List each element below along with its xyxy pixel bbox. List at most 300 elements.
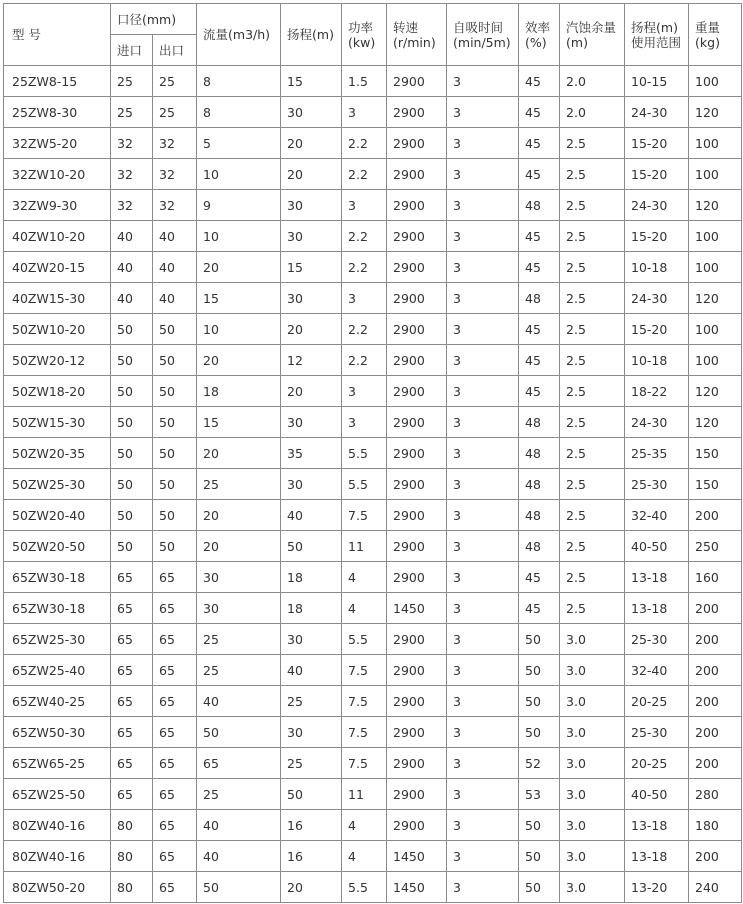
cell-power: 3 [342,407,387,438]
cell-weight: 180 [689,810,742,841]
cell-outlet: 32 [153,159,197,190]
cell-outlet: 50 [153,469,197,500]
cell-head-range: 24-30 [625,97,689,128]
cell-inlet: 65 [111,655,153,686]
cell-efficiency: 48 [519,500,560,531]
cell-suction-time: 3 [447,407,519,438]
cell-suction-time: 3 [447,159,519,190]
cell-flow: 8 [197,66,281,97]
cell-speed: 2900 [387,562,447,593]
cell-head: 30 [281,624,342,655]
cell-flow: 30 [197,593,281,624]
cell-model: 50ZW10-20 [4,314,111,345]
cell-head: 30 [281,190,342,221]
cell-weight: 100 [689,345,742,376]
cell-model: 40ZW10-20 [4,221,111,252]
header-head: 扬程(m) [281,4,342,66]
cell-speed: 2900 [387,283,447,314]
cell-efficiency: 50 [519,810,560,841]
cell-suction-time: 3 [447,872,519,903]
cell-npsh: 2.5 [560,469,625,500]
cell-weight: 150 [689,438,742,469]
cell-inlet: 50 [111,531,153,562]
cell-head: 35 [281,438,342,469]
cell-suction-time: 3 [447,500,519,531]
cell-npsh: 2.5 [560,190,625,221]
cell-weight: 200 [689,655,742,686]
cell-outlet: 65 [153,686,197,717]
cell-efficiency: 45 [519,221,560,252]
table-row [4,624,742,655]
cell-model: 65ZW30-18 [4,562,111,593]
cell-npsh: 2.5 [560,345,625,376]
cell-weight: 250 [689,531,742,562]
cell-head-range: 13-18 [625,562,689,593]
cell-head: 20 [281,128,342,159]
cell-head-range: 13-18 [625,593,689,624]
cell-efficiency: 45 [519,314,560,345]
cell-inlet: 50 [111,314,153,345]
cell-inlet: 65 [111,717,153,748]
table-row [4,345,742,376]
cell-inlet: 25 [111,97,153,128]
cell-head: 40 [281,655,342,686]
cell-outlet: 50 [153,531,197,562]
cell-npsh: 3.0 [560,655,625,686]
cell-power: 5.5 [342,438,387,469]
cell-head-range: 20-25 [625,686,689,717]
cell-outlet: 65 [153,655,197,686]
cell-head-range: 15-20 [625,314,689,345]
cell-npsh: 3.0 [560,717,625,748]
cell-inlet: 25 [111,66,153,97]
cell-flow: 10 [197,221,281,252]
table-row [4,407,742,438]
cell-speed: 2900 [387,686,447,717]
cell-efficiency: 48 [519,190,560,221]
cell-model: 80ZW40-16 [4,841,111,872]
table-row [4,779,742,810]
cell-npsh: 2.5 [560,221,625,252]
cell-flow: 10 [197,159,281,190]
cell-flow: 40 [197,686,281,717]
cell-weight: 120 [689,283,742,314]
table-row [4,717,742,748]
cell-efficiency: 45 [519,66,560,97]
cell-power: 3 [342,97,387,128]
cell-suction-time: 3 [447,810,519,841]
cell-flow: 9 [197,190,281,221]
cell-suction-time: 3 [447,314,519,345]
cell-power: 7.5 [342,500,387,531]
cell-head-range: 24-30 [625,407,689,438]
cell-head: 30 [281,407,342,438]
cell-speed: 2900 [387,159,447,190]
cell-speed: 2900 [387,500,447,531]
cell-power: 5.5 [342,469,387,500]
cell-flow: 15 [197,407,281,438]
cell-outlet: 65 [153,810,197,841]
cell-model: 80ZW40-16 [4,810,111,841]
cell-efficiency: 50 [519,717,560,748]
cell-inlet: 80 [111,810,153,841]
cell-flow: 8 [197,97,281,128]
cell-efficiency: 50 [519,624,560,655]
cell-flow: 50 [197,717,281,748]
cell-efficiency: 45 [519,376,560,407]
cell-speed: 1450 [387,593,447,624]
cell-head: 20 [281,376,342,407]
cell-outlet: 65 [153,717,197,748]
cell-weight: 200 [689,500,742,531]
cell-inlet: 50 [111,407,153,438]
cell-weight: 160 [689,562,742,593]
cell-npsh: 2.5 [560,159,625,190]
cell-head: 12 [281,345,342,376]
cell-head: 50 [281,531,342,562]
cell-flow: 40 [197,841,281,872]
cell-suction-time: 3 [447,376,519,407]
cell-weight: 120 [689,407,742,438]
cell-model: 65ZW40-25 [4,686,111,717]
cell-head-range: 10-18 [625,252,689,283]
cell-head: 50 [281,779,342,810]
cell-suction-time: 3 [447,624,519,655]
cell-flow: 30 [197,562,281,593]
cell-outlet: 65 [153,841,197,872]
cell-npsh: 3.0 [560,841,625,872]
cell-efficiency: 45 [519,593,560,624]
table-row [4,314,742,345]
table-row [4,748,742,779]
table-row [4,283,742,314]
cell-flow: 25 [197,655,281,686]
cell-model: 50ZW20-35 [4,438,111,469]
cell-suction-time: 3 [447,221,519,252]
cell-power: 2.2 [342,252,387,283]
cell-efficiency: 45 [519,97,560,128]
cell-speed: 2900 [387,624,447,655]
cell-head-range: 10-18 [625,345,689,376]
cell-speed: 2900 [387,407,447,438]
cell-inlet: 65 [111,779,153,810]
cell-outlet: 40 [153,221,197,252]
cell-outlet: 40 [153,252,197,283]
cell-suction-time: 3 [447,686,519,717]
cell-power: 11 [342,531,387,562]
cell-outlet: 50 [153,438,197,469]
cell-inlet: 40 [111,283,153,314]
cell-speed: 2900 [387,128,447,159]
cell-outlet: 25 [153,97,197,128]
cell-power: 11 [342,779,387,810]
cell-weight: 100 [689,221,742,252]
cell-speed: 2900 [387,531,447,562]
cell-power: 3 [342,283,387,314]
cell-head: 25 [281,686,342,717]
cell-suction-time: 3 [447,97,519,128]
table-row [4,562,742,593]
cell-suction-time: 3 [447,469,519,500]
header-model: 型 号 [4,4,111,66]
cell-npsh: 2.5 [560,593,625,624]
cell-head-range: 18-22 [625,376,689,407]
table-row [4,593,742,624]
cell-head: 20 [281,872,342,903]
header-head-range: 扬程(m) 使用范围 [625,4,689,66]
cell-power: 4 [342,593,387,624]
header-power: 功率 (kw) [342,4,387,66]
cell-efficiency: 45 [519,128,560,159]
header-outlet: 出口 [153,35,197,66]
cell-outlet: 50 [153,345,197,376]
cell-suction-time: 3 [447,66,519,97]
cell-model: 65ZW25-40 [4,655,111,686]
cell-power: 7.5 [342,748,387,779]
cell-outlet: 32 [153,128,197,159]
cell-weight: 240 [689,872,742,903]
table-row [4,810,742,841]
cell-weight: 200 [689,593,742,624]
cell-efficiency: 52 [519,748,560,779]
cell-head-range: 24-30 [625,283,689,314]
cell-outlet: 50 [153,407,197,438]
cell-power: 7.5 [342,686,387,717]
cell-head: 16 [281,841,342,872]
cell-head: 30 [281,469,342,500]
header-diameter: 口径(mm) [111,4,197,35]
cell-efficiency: 48 [519,438,560,469]
cell-suction-time: 3 [447,717,519,748]
cell-speed: 2900 [387,376,447,407]
cell-speed: 2900 [387,748,447,779]
cell-inlet: 80 [111,841,153,872]
table-body [4,66,742,903]
cell-outlet: 65 [153,562,197,593]
header-weight: 重量 (kg) [689,4,742,66]
cell-head-range: 40-50 [625,531,689,562]
cell-inlet: 65 [111,686,153,717]
cell-inlet: 50 [111,500,153,531]
cell-speed: 2900 [387,779,447,810]
cell-efficiency: 48 [519,407,560,438]
cell-power: 2.2 [342,128,387,159]
cell-npsh: 2.5 [560,314,625,345]
cell-inlet: 65 [111,748,153,779]
table-row [4,221,742,252]
cell-head-range: 32-40 [625,655,689,686]
table-row [4,531,742,562]
cell-head-range: 13-20 [625,872,689,903]
cell-inlet: 50 [111,438,153,469]
header-row [4,4,742,35]
cell-head: 18 [281,593,342,624]
cell-head-range: 40-50 [625,779,689,810]
cell-model: 25ZW8-15 [4,66,111,97]
cell-speed: 2900 [387,97,447,128]
cell-npsh: 2.5 [560,128,625,159]
cell-flow: 20 [197,500,281,531]
cell-flow: 15 [197,283,281,314]
cell-efficiency: 50 [519,686,560,717]
table-row [4,655,742,686]
header-efficiency: 效率 (%) [519,4,560,66]
cell-efficiency: 48 [519,283,560,314]
cell-npsh: 3.0 [560,872,625,903]
cell-efficiency: 50 [519,655,560,686]
cell-weight: 200 [689,841,742,872]
cell-weight: 120 [689,190,742,221]
cell-npsh: 3.0 [560,686,625,717]
cell-speed: 2900 [387,314,447,345]
cell-efficiency: 48 [519,531,560,562]
cell-head-range: 15-20 [625,128,689,159]
cell-head: 25 [281,748,342,779]
cell-model: 40ZW15-30 [4,283,111,314]
cell-weight: 200 [689,686,742,717]
cell-weight: 100 [689,66,742,97]
cell-speed: 1450 [387,872,447,903]
cell-power: 3 [342,190,387,221]
cell-model: 65ZW65-25 [4,748,111,779]
cell-power: 3 [342,376,387,407]
cell-speed: 2900 [387,252,447,283]
pump-spec-table [3,3,742,903]
cell-outlet: 50 [153,500,197,531]
cell-flow: 20 [197,438,281,469]
table-row [4,438,742,469]
cell-suction-time: 3 [447,841,519,872]
cell-speed: 2900 [387,221,447,252]
cell-power: 7.5 [342,717,387,748]
cell-flow: 25 [197,469,281,500]
cell-speed: 2900 [387,190,447,221]
table-row [4,500,742,531]
cell-model: 50ZW20-12 [4,345,111,376]
cell-suction-time: 3 [447,438,519,469]
cell-npsh: 3.0 [560,810,625,841]
cell-suction-time: 3 [447,748,519,779]
cell-inlet: 50 [111,376,153,407]
cell-model: 50ZW25-30 [4,469,111,500]
cell-head-range: 15-20 [625,221,689,252]
cell-head-range: 32-40 [625,500,689,531]
cell-head: 20 [281,314,342,345]
cell-outlet: 40 [153,283,197,314]
cell-model: 32ZW10-20 [4,159,111,190]
cell-inlet: 32 [111,159,153,190]
cell-head: 30 [281,97,342,128]
cell-weight: 150 [689,469,742,500]
cell-head: 30 [281,717,342,748]
table-row [4,97,742,128]
cell-suction-time: 3 [447,252,519,283]
cell-head-range: 25-30 [625,717,689,748]
cell-efficiency: 48 [519,469,560,500]
cell-outlet: 50 [153,314,197,345]
cell-model: 25ZW8-30 [4,97,111,128]
cell-efficiency: 45 [519,562,560,593]
cell-head-range: 13-18 [625,841,689,872]
cell-head-range: 10-15 [625,66,689,97]
cell-inlet: 65 [111,593,153,624]
cell-efficiency: 50 [519,841,560,872]
cell-weight: 100 [689,128,742,159]
cell-suction-time: 3 [447,283,519,314]
table-row [4,190,742,221]
cell-model: 50ZW20-40 [4,500,111,531]
header-suction-time: 自吸时间 (min/5m) [447,4,519,66]
cell-efficiency: 45 [519,345,560,376]
cell-head-range: 25-35 [625,438,689,469]
cell-weight: 120 [689,376,742,407]
cell-suction-time: 3 [447,128,519,159]
table-row [4,252,742,283]
cell-power: 5.5 [342,872,387,903]
cell-speed: 1450 [387,841,447,872]
cell-power: 2.2 [342,345,387,376]
cell-head: 15 [281,66,342,97]
cell-inlet: 32 [111,190,153,221]
header-speed: 转速 (r/min) [387,4,447,66]
cell-speed: 2900 [387,438,447,469]
cell-outlet: 65 [153,624,197,655]
table-row [4,159,742,190]
cell-suction-time: 3 [447,190,519,221]
cell-model: 32ZW9-30 [4,190,111,221]
cell-suction-time: 3 [447,779,519,810]
cell-weight: 280 [689,779,742,810]
cell-flow: 40 [197,810,281,841]
cell-inlet: 40 [111,221,153,252]
cell-weight: 200 [689,748,742,779]
cell-power: 2.2 [342,159,387,190]
cell-inlet: 80 [111,872,153,903]
cell-efficiency: 45 [519,252,560,283]
cell-weight: 200 [689,717,742,748]
cell-weight: 200 [689,624,742,655]
cell-model: 65ZW50-30 [4,717,111,748]
cell-power: 2.2 [342,314,387,345]
cell-outlet: 65 [153,593,197,624]
cell-weight: 100 [689,252,742,283]
cell-flow: 65 [197,748,281,779]
table-row [4,841,742,872]
cell-power: 4 [342,810,387,841]
cell-outlet: 32 [153,190,197,221]
cell-weight: 120 [689,97,742,128]
cell-weight: 100 [689,314,742,345]
cell-power: 4 [342,562,387,593]
header-npsh: 汽蚀余量 (m) [560,4,625,66]
cell-suction-time: 3 [447,593,519,624]
cell-flow: 18 [197,376,281,407]
cell-npsh: 2.5 [560,283,625,314]
cell-model: 50ZW20-50 [4,531,111,562]
cell-model: 32ZW5-20 [4,128,111,159]
cell-efficiency: 45 [519,159,560,190]
cell-npsh: 3.0 [560,624,625,655]
table-row [4,128,742,159]
cell-model: 40ZW20-15 [4,252,111,283]
cell-suction-time: 3 [447,531,519,562]
cell-npsh: 2.5 [560,376,625,407]
cell-flow: 5 [197,128,281,159]
cell-flow: 50 [197,872,281,903]
cell-npsh: 2.5 [560,500,625,531]
cell-flow: 20 [197,252,281,283]
cell-weight: 100 [689,159,742,190]
